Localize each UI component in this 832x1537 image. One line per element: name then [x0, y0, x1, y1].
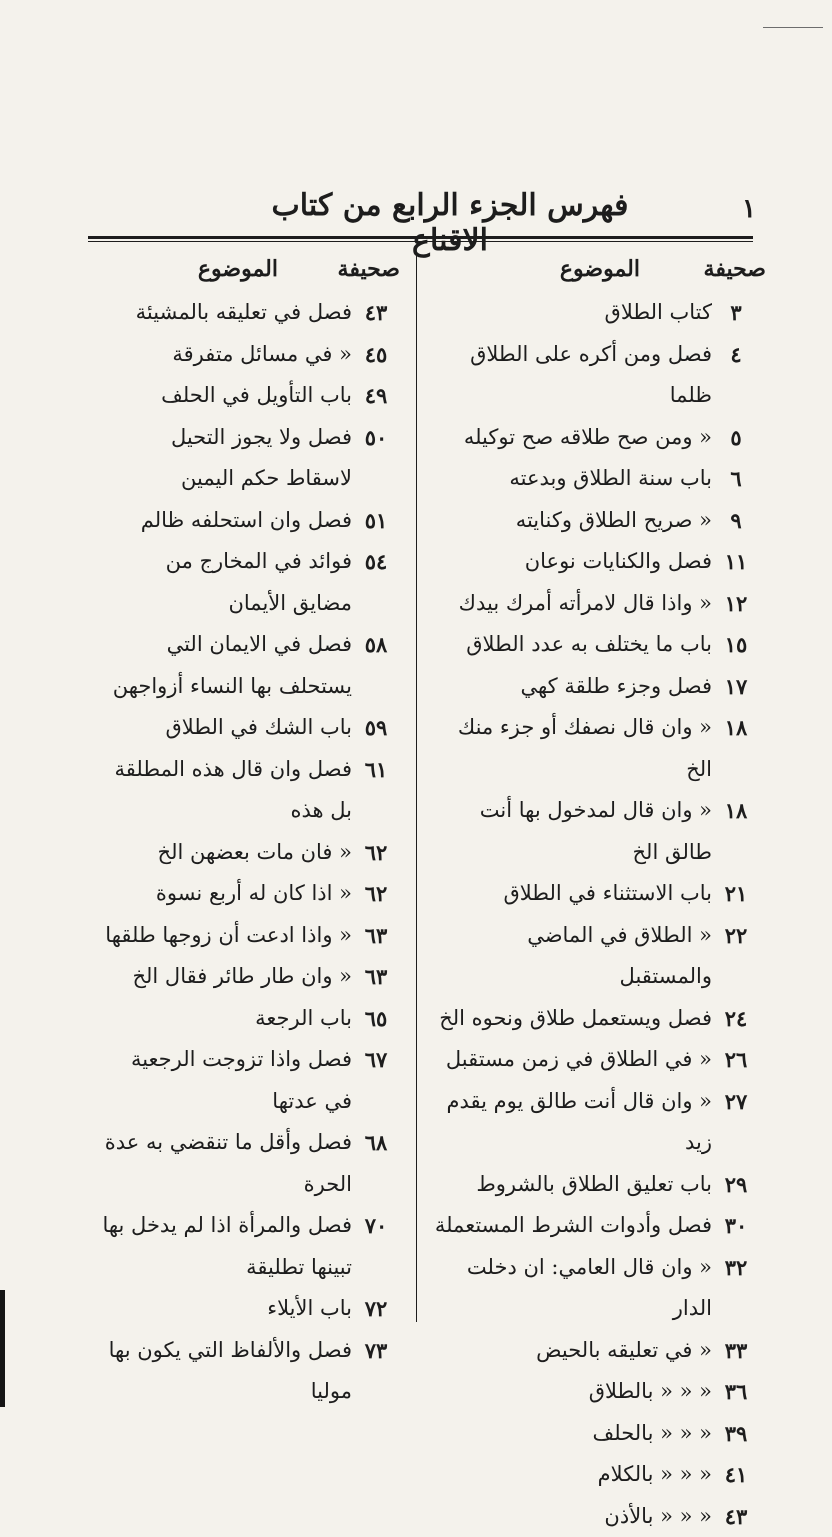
entry-topic: فصل وان قال هذه المطلقة بل هذه [100, 749, 352, 832]
entry-topic: « وان قال نصفك أو جزء منك الخ [430, 707, 712, 790]
header-rule-thick [88, 236, 753, 239]
entry-topic: فصل وأقل ما تنقضي به عدة الحرة [100, 1122, 352, 1205]
entry-page-number: ٥١ [352, 500, 400, 542]
entry-topic: فصل وان استحلفه ظالم [100, 500, 352, 542]
entry-page-number: ٤١ [712, 1454, 760, 1496]
entry-page-number: ٢٢ [712, 915, 760, 957]
entry-page-number: ١٢ [712, 583, 760, 625]
index-entry [430, 458, 760, 500]
index-entry [100, 1039, 400, 1122]
entry-topic: « « « بالأذن [430, 1496, 712, 1537]
index-entry [430, 1039, 760, 1081]
index-entry [430, 1164, 760, 1206]
right-entries-list [430, 292, 760, 1537]
index-entry [100, 707, 400, 749]
index-entry [100, 956, 400, 998]
entry-page-number: ٣٢ [712, 1247, 760, 1289]
index-entry [100, 624, 400, 707]
entry-page-number: ١٥ [712, 624, 760, 666]
index-entry [430, 1205, 760, 1247]
entry-topic: فصل ومن أكره على الطلاق ظلما [430, 334, 712, 417]
entry-topic: « « « بالكلام [430, 1454, 712, 1496]
entry-topic: فصل وجزء طلقة كهي [430, 666, 712, 708]
index-entry [430, 1454, 760, 1496]
entry-topic: فصل واذا تزوجت الرجعية في عدتها [100, 1039, 352, 1122]
index-entry [100, 873, 400, 915]
entry-topic: « في الطلاق في زمن مستقبل [430, 1039, 712, 1081]
entry-page-number: ٢٦ [712, 1039, 760, 1081]
entry-page-number: ٦٣ [352, 915, 400, 957]
index-entry [430, 1330, 760, 1372]
entry-topic: « فان مات بعضهن الخ [100, 832, 352, 874]
entry-page-number: ١٧ [712, 666, 760, 708]
entry-topic: « ومن صح طلاقه صح توكيله [430, 417, 712, 459]
page-number: ١ [742, 194, 756, 224]
entry-page-number: ٩ [712, 500, 760, 542]
entry-topic: فصل ولا يجوز التحيل لاسقاط حكم اليمين [100, 417, 352, 500]
entry-page-number: ٣ [712, 292, 760, 334]
entry-page-number: ٦٢ [352, 873, 400, 915]
left-entries-list [100, 292, 400, 1413]
left-column-header [100, 252, 400, 292]
entry-topic: « وان قال أنت طالق يوم يقدم زيد [430, 1081, 712, 1164]
index-entry [100, 1288, 400, 1330]
page-header [90, 180, 730, 240]
index-entry [430, 873, 760, 915]
entry-page-number: ١٨ [712, 790, 760, 832]
entry-page-number: ٤٣ [352, 292, 400, 334]
entry-topic: باب الأيلاء [100, 1288, 352, 1330]
index-entry [430, 666, 760, 708]
index-entry [430, 1413, 760, 1455]
index-entry [430, 998, 760, 1040]
index-entry [430, 915, 760, 998]
entry-topic: « اذا كان له أربع نسوة [100, 873, 352, 915]
entry-page-number: ٤٣ [712, 1496, 760, 1537]
entry-topic: « وان طار طائر فقال الخ [100, 956, 352, 998]
entry-page-number: ٤٥ [352, 334, 400, 376]
entry-topic: فصل في الايمان التي يستحلف بها النساء أزواجهن [100, 624, 352, 707]
entry-topic: « الطلاق في الماضي والمستقبل [430, 915, 712, 998]
left-column [100, 252, 400, 1413]
index-entry [100, 998, 400, 1040]
entry-topic: فوائد في المخارج من مضايق الأيمان [100, 541, 352, 624]
entry-topic: كتاب الطلاق [430, 292, 712, 334]
index-entry [100, 500, 400, 542]
entry-page-number: ٦٢ [352, 832, 400, 874]
index-entry [100, 1205, 400, 1288]
entry-topic: « صريح الطلاق وكنايته [430, 500, 712, 542]
entry-page-number: ٣٣ [712, 1330, 760, 1372]
entry-page-number: ٢٩ [712, 1164, 760, 1206]
entry-topic: « « « بالحلف [430, 1413, 712, 1455]
entry-topic: باب التأويل في الحلف [100, 375, 352, 417]
entry-topic: باب ما يختلف به عدد الطلاق [430, 624, 712, 666]
entry-page-number: ٥٤ [352, 541, 400, 583]
entry-topic: فصل والمرأة اذا لم يدخل بها تبينها تطليقة [100, 1205, 352, 1288]
index-entry [430, 417, 760, 459]
index-entry [430, 1247, 760, 1330]
entry-page-number: ٧٠ [352, 1205, 400, 1247]
topic-column-label: الموضوع [560, 256, 640, 282]
right-column-header [430, 252, 760, 292]
right-column [430, 252, 760, 1537]
index-entry [100, 1122, 400, 1205]
entry-topic: « واذا قال لامرأته أمرك بيدك [430, 583, 712, 625]
index-entry [100, 417, 400, 500]
entry-topic: « في تعليقه بالحيض [430, 1330, 712, 1372]
index-entry [100, 541, 400, 624]
entry-page-number: ٥٩ [352, 707, 400, 749]
index-entry [430, 541, 760, 583]
index-entry [430, 1081, 760, 1164]
entry-page-number: ١١ [712, 541, 760, 583]
page-title: فهرس الجزء الرابع من كتاب [240, 188, 660, 258]
entry-topic: « وان قال لمدخول بها أنت طالق الخ [430, 790, 712, 873]
entry-page-number: ٦٨ [352, 1122, 400, 1164]
top-edge-mark [763, 27, 823, 28]
index-entry [100, 1330, 400, 1413]
entry-topic: فصل وأدوات الشرط المستعملة [430, 1205, 712, 1247]
entry-page-number: ٤ [712, 334, 760, 376]
entry-page-number: ٦ [712, 458, 760, 500]
entry-page-number: ٥٨ [352, 624, 400, 666]
entry-page-number: ٢١ [712, 873, 760, 915]
entry-page-number: ١٨ [712, 707, 760, 749]
entry-page-number: ٦١ [352, 749, 400, 791]
index-entry [430, 1496, 760, 1537]
entry-topic: فصل والألفاظ التي يكون بها موليا [100, 1330, 352, 1413]
index-entry [430, 1371, 760, 1413]
entry-topic: « « « بالطلاق [430, 1371, 712, 1413]
entry-topic: باب سنة الطلاق وبدعته [430, 458, 712, 500]
entry-topic: باب الاستثناء في الطلاق [430, 873, 712, 915]
index-entry [430, 583, 760, 625]
entry-topic: فصل في تعليقه بالمشيئة [100, 292, 352, 334]
entry-topic: « وان قال العامي: ان دخلت الدار [430, 1247, 712, 1330]
entry-topic: باب الشك في الطلاق [100, 707, 352, 749]
index-entry [430, 790, 760, 873]
entry-page-number: ٦٥ [352, 998, 400, 1040]
entry-page-number: ٧٣ [352, 1330, 400, 1372]
page-column-label: صحيفة [704, 256, 766, 282]
entry-page-number: ٣٦ [712, 1371, 760, 1413]
entry-page-number: ٦٣ [352, 956, 400, 998]
index-entry [100, 375, 400, 417]
entry-page-number: ٥٠ [352, 417, 400, 459]
entry-topic: فصل ويستعمل طلاق ونحوه الخ [430, 998, 712, 1040]
index-entry [100, 832, 400, 874]
index-entry [100, 915, 400, 957]
column-divider [416, 252, 417, 1322]
page-column-label: صحيفة [338, 256, 400, 282]
entry-topic: باب الرجعة [100, 998, 352, 1040]
entry-page-number: ٦٧ [352, 1039, 400, 1081]
index-entry [100, 334, 400, 376]
index-entry [430, 500, 760, 542]
entry-page-number: ٣٩ [712, 1413, 760, 1455]
index-entry [100, 292, 400, 334]
index-entry [430, 334, 760, 417]
header-rule-thin [88, 241, 753, 242]
entry-page-number: ٤٩ [352, 375, 400, 417]
entry-topic: « واذا ادعت أن زوجها طلقها [100, 915, 352, 957]
entry-page-number: ٥ [712, 417, 760, 459]
entry-topic: فصل والكنايات نوعان [430, 541, 712, 583]
entry-topic: باب تعليق الطلاق بالشروط [430, 1164, 712, 1206]
entry-topic: « في مسائل متفرقة [100, 334, 352, 376]
topic-column-label: الموضوع [198, 256, 278, 282]
index-entry [430, 292, 760, 334]
index-entry [430, 624, 760, 666]
index-entry [430, 707, 760, 790]
entry-page-number: ٣٠ [712, 1205, 760, 1247]
entry-page-number: ٢٤ [712, 998, 760, 1040]
index-entry [100, 749, 400, 832]
entry-page-number: ٢٧ [712, 1081, 760, 1123]
entry-page-number: ٧٢ [352, 1288, 400, 1330]
page-edge-shadow [0, 1290, 5, 1407]
